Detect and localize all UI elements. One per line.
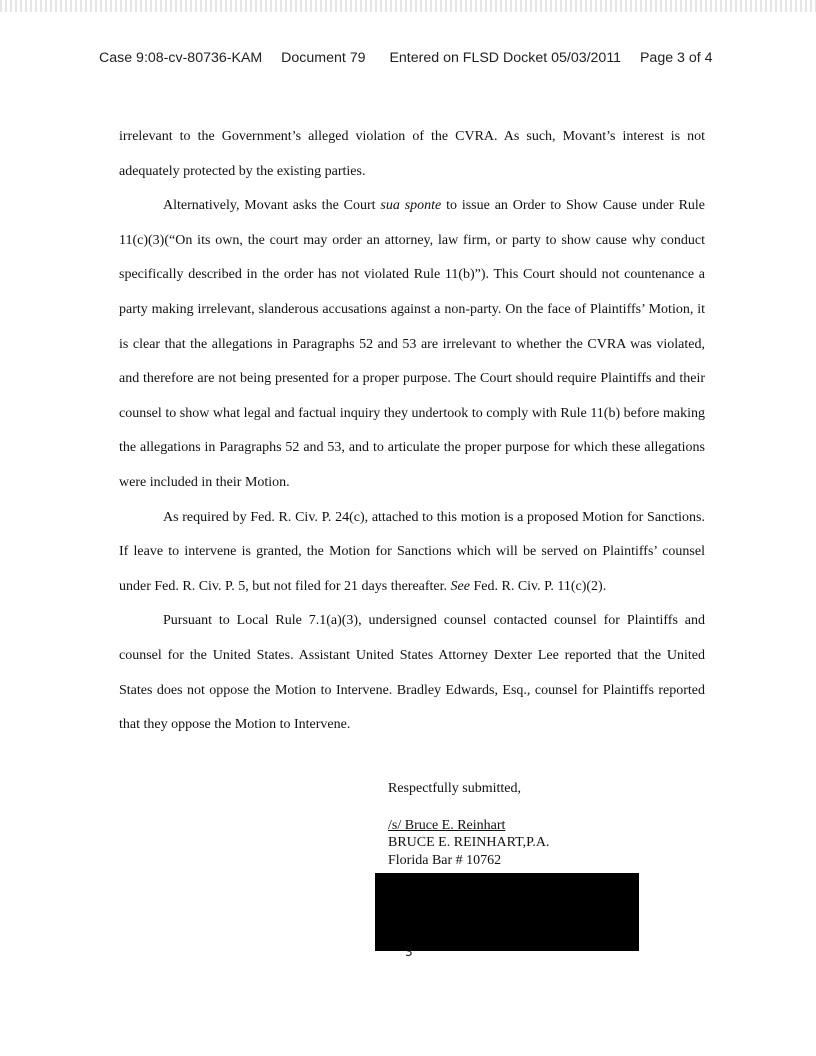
document-body	[119, 120, 705, 743]
case-header	[99, 50, 739, 66]
case-number: Case 9:08-cv-80736-KAM	[99, 50, 263, 66]
paragraph-3-text-after: Fed. R. Civ. P. 11(c)(2).	[469, 578, 607, 594]
electronic-signature: /s/ Bruce E. Reinhart	[388, 818, 506, 834]
paragraph-2	[119, 189, 705, 500]
page-count: Page 3 of 4	[639, 50, 713, 66]
paragraph-2-text-after: to issue an Order to Show Cause under Rule 11(c)(3)(“On its own, the court may order an attorney, law firm, or party to show cause why conduct specifically described in the order has not violated Rule 11(b)”). This Court should not countenance a party making irrelevant, slanderous accusations against a non-party. On the face of Plaintiffs’ Motion, it is clear that the allegations in Paragraphs 52 and 53 are irrelevant to whether the CVRA was violated, and therefore are not being presented for a proper purpose. The Court should require Plaintiffs and their counsel to show what legal and factual inquiry they undertook to comply with Rule 11(b) before making the allegations in Paragraphs 52 and 53, and to articulate the proper purpose for which these allegations were included in their Motion.	[119, 198, 706, 490]
page-number: 3	[405, 945, 413, 959]
closing-line: Respectfully submitted,	[388, 781, 521, 796]
paragraph-4: Pursuant to Local Rule 7.1(a)(3), undersigned counsel contacted counsel for Plaintiffs and counsel for the United States. Assistant United States Attorney Dexter Lee reported that the United States does not oppose the Motion to Intervene. Bradley Edwards, Esq., counsel for Plaintiffs reported that they oppose the Motion to Intervene.	[119, 613, 705, 733]
document-number: Document 79	[281, 50, 366, 66]
entered-docket: Entered on FLSD Docket 05/03/2011	[389, 50, 622, 66]
paragraph-2-italic: sua sponte	[380, 198, 442, 214]
signature-block	[388, 780, 688, 869]
redaction-box	[375, 873, 639, 951]
paragraph-1: irrelevant to the Government’s alleged violation of the CVRA. As such, Movant’s interest is not adequately protected by the existing parties.	[119, 129, 705, 179]
paragraph-3	[119, 501, 705, 605]
florida-bar-number: Florida Bar # 10762	[388, 852, 502, 868]
paragraph-3-italic: See	[450, 578, 470, 594]
paragraph-3-text-before: As required by Fed. R. Civ. P. 24(c), attached to this motion is a proposed Motion for Sanctions. If leave to intervene is granted, the Motion for Sanctions which will be served on Plaintiffs’ counsel under Fed. R. Civ. P. 5, but not filed for 21 days thereafter.	[119, 509, 705, 594]
scan-edge-mark	[746, 0, 816, 16]
scan-top-artifact	[0, 0, 816, 12]
paragraph-2-text-before: Alternatively, Movant asks the Court	[163, 198, 381, 214]
firm-name: BRUCE E. REINHART,P.A.	[388, 835, 550, 851]
